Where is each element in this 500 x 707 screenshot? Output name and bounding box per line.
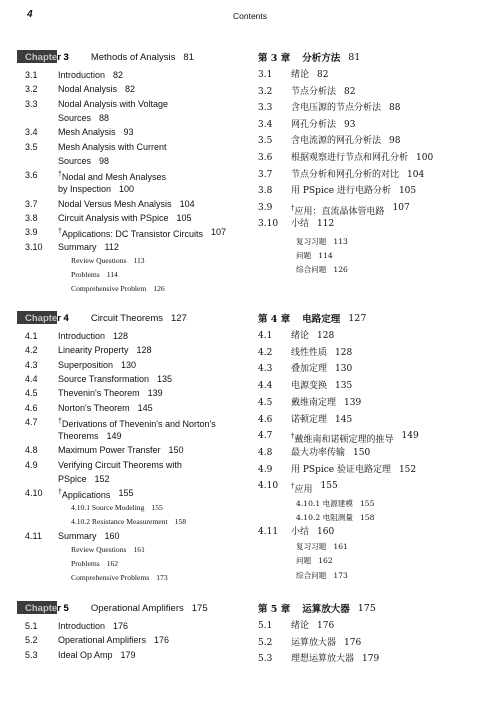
section-number: 5.2 xyxy=(258,637,273,648)
toc-entry xyxy=(25,169,166,183)
section-title: Mesh Analysis xyxy=(58,127,116,138)
section-page: 100 xyxy=(119,184,135,195)
sub-entry xyxy=(71,517,186,526)
section-title: Theorems xyxy=(58,431,99,442)
toc-entry xyxy=(258,185,416,197)
section-page: 105 xyxy=(398,186,417,197)
section-number: 4.9 xyxy=(258,464,273,475)
section-title: Operational Amplifiers xyxy=(58,635,147,646)
section-page: 145 xyxy=(335,414,353,425)
chapter-heading xyxy=(258,50,360,64)
chapter-label: Chapter 4 xyxy=(25,312,69,324)
sub-entry xyxy=(71,284,165,293)
sub-entry xyxy=(71,559,118,568)
section-title: 电源变换 xyxy=(291,381,328,392)
section-page: 130 xyxy=(335,364,353,375)
dagger-mark: † xyxy=(291,482,295,491)
sub-title: 复习习题 xyxy=(296,542,327,551)
section-title: 绪论 xyxy=(291,621,310,631)
section-number: 5.3 xyxy=(25,649,38,660)
toc-entry xyxy=(25,373,172,385)
section-number: 4.2 xyxy=(25,345,38,356)
sub-title: 问题 xyxy=(296,251,312,261)
section-title: PSpice xyxy=(58,474,87,484)
section-number: 4.1 xyxy=(258,331,273,341)
section-page: 135 xyxy=(157,373,173,384)
section-number: 5.1 xyxy=(25,621,38,631)
chapter-label: 第 5 章 xyxy=(258,604,291,615)
section-title: Nodal Versus Mesh Analysis xyxy=(58,198,172,209)
section-page: 128 xyxy=(136,345,152,356)
section-title: 绪论 xyxy=(291,331,310,341)
section-number: 3.6 xyxy=(258,153,273,163)
section-title: 用 PSpice 进行电路分析 xyxy=(291,186,391,197)
section-number: 4.9 xyxy=(25,459,38,470)
section-number: 3.4 xyxy=(25,127,38,138)
section-number: 5.3 xyxy=(258,654,273,665)
section-page: 88 xyxy=(99,112,110,123)
section-title: 小结 xyxy=(291,219,310,230)
section-number xyxy=(25,155,58,167)
toc-entry xyxy=(258,414,352,426)
sub-entry xyxy=(71,545,145,554)
sub-title: Problems xyxy=(71,269,100,279)
toc-entry xyxy=(258,169,424,181)
toc-entry xyxy=(25,430,122,442)
toc-entry xyxy=(25,69,123,81)
section-title: †Applications xyxy=(58,489,111,501)
chapter-page: 127 xyxy=(170,312,187,324)
sub-title: Review Questions xyxy=(71,544,127,554)
section-page: 82 xyxy=(113,70,124,80)
section-title: 最大功率传输 xyxy=(291,447,346,458)
section-title: †Nodal and Mesh Analyses xyxy=(58,171,166,183)
section-title: 节点分析法 xyxy=(291,86,337,97)
toc-entry xyxy=(25,416,216,430)
section-title: Maximum Power Transfer xyxy=(58,445,161,456)
toc-entry xyxy=(258,86,355,98)
toc-entry xyxy=(258,202,410,218)
toc-entry xyxy=(25,330,128,342)
toc-entry xyxy=(25,212,192,224)
section-title: by Inspection xyxy=(58,184,112,195)
toc-entry xyxy=(258,653,379,665)
sub-title: Problems xyxy=(71,558,100,568)
chapter-title: 运算放大器 xyxy=(302,604,350,615)
section-title: 线性性质 xyxy=(291,347,328,358)
section-number: 3.10 xyxy=(258,219,279,230)
section-number: 3.4 xyxy=(258,119,273,130)
section-title: †Derivations of Thevenin's and Norton's xyxy=(58,417,216,429)
toc-entry xyxy=(258,447,370,459)
section-title: Introduction xyxy=(58,621,106,631)
sub-entry xyxy=(296,541,348,552)
section-number xyxy=(25,112,58,124)
toc-entry xyxy=(25,126,134,138)
sub-page: 158 xyxy=(174,516,186,526)
sub-title: 综合问题 xyxy=(296,265,327,275)
section-number: 3.3 xyxy=(25,98,38,109)
toc-entry xyxy=(25,112,109,124)
section-number: 3.1 xyxy=(258,70,273,80)
sub-page: 113 xyxy=(333,237,348,246)
sub-page: 114 xyxy=(106,269,118,279)
toc-entry xyxy=(25,530,120,542)
toc-entry xyxy=(25,402,153,414)
sub-entry xyxy=(296,555,333,566)
section-title: Summary xyxy=(58,241,97,252)
section-title: †应用 xyxy=(291,482,313,496)
section-title: Summary xyxy=(58,530,97,541)
toc-entry xyxy=(25,226,226,240)
running-header: Contents xyxy=(232,11,268,21)
section-title: Norton's Theorem xyxy=(58,402,130,413)
section-page: 179 xyxy=(120,649,136,660)
section-title: †Applications: DC Transistor Circuits xyxy=(58,228,203,240)
sub-page: 162 xyxy=(106,558,119,568)
section-number: 3.10 xyxy=(25,241,43,252)
section-title: †应用：直流晶体管电路 xyxy=(291,203,385,217)
sub-title: Comprehensive Problems xyxy=(71,572,150,582)
section-number: 3.6 xyxy=(25,170,38,181)
section-number xyxy=(25,183,58,195)
sub-title: 4.10.2 Resistance Measurement xyxy=(71,516,168,526)
toc-entry xyxy=(25,241,119,253)
section-page: 128 xyxy=(335,347,353,358)
toc-entry xyxy=(25,98,168,110)
chapter-title: 电路定理 xyxy=(302,314,341,325)
section-number: 3.8 xyxy=(25,213,38,223)
toc-entry xyxy=(25,359,136,371)
section-title: 叠加定理 xyxy=(291,364,328,375)
toc-entry xyxy=(25,444,184,456)
toc-entry xyxy=(258,397,361,409)
sub-title: 综合问题 xyxy=(296,570,327,580)
section-page: 139 xyxy=(344,397,362,408)
section-number: 3.2 xyxy=(25,84,38,95)
section-title: 绪论 xyxy=(291,70,310,80)
section-page: 135 xyxy=(335,381,353,392)
section-number: 4.11 xyxy=(25,530,42,541)
section-page: 82 xyxy=(344,86,356,97)
toc-entry xyxy=(258,637,361,649)
section-title: 运算放大器 xyxy=(291,637,337,648)
section-number: 4.3 xyxy=(25,359,38,370)
section-title: Linearity Property xyxy=(58,345,129,356)
section-title: Sources xyxy=(58,155,92,166)
section-number: 4.8 xyxy=(258,447,273,458)
toc-entry xyxy=(258,135,400,147)
section-number: 5.2 xyxy=(25,635,38,646)
toc-entry xyxy=(258,380,352,392)
section-page: 160 xyxy=(317,526,335,537)
section-title: 戴维南定理 xyxy=(291,397,337,408)
toc-entry xyxy=(25,634,169,646)
sub-title: 问题 xyxy=(296,556,312,566)
sub-entry xyxy=(71,503,163,512)
chapter-title: Circuit Theorems xyxy=(90,312,163,324)
chapter-heading xyxy=(258,601,376,615)
toc-entry xyxy=(25,649,136,661)
toc-entry xyxy=(258,480,338,496)
toc-entry xyxy=(258,620,334,632)
toc-entry xyxy=(25,473,110,485)
sub-entry xyxy=(71,270,118,279)
chapter-label: 第 4 章 xyxy=(258,314,291,325)
section-page: 100 xyxy=(416,153,434,163)
dagger-mark: † xyxy=(291,432,295,441)
sub-entry xyxy=(296,250,333,261)
chapter-page: 127 xyxy=(348,312,367,324)
section-page: 93 xyxy=(123,127,134,138)
section-number: 3.7 xyxy=(25,198,38,209)
section-title: 含电流源的网孔分析法 xyxy=(291,136,382,147)
section-page: 98 xyxy=(389,136,401,147)
sub-entry xyxy=(296,236,348,247)
section-number: 4.1 xyxy=(25,331,38,341)
section-page: 176 xyxy=(344,637,362,648)
toc-entry xyxy=(25,387,163,399)
sub-entry xyxy=(296,570,348,581)
section-number: 4.6 xyxy=(25,402,38,413)
toc-entry xyxy=(258,464,416,476)
section-title: Verifying Circuit Theorems with xyxy=(58,459,182,470)
section-number: 4.7 xyxy=(258,431,273,442)
section-title: Ideal Op Amp xyxy=(58,649,113,660)
toc-entry xyxy=(258,430,419,446)
section-number: 3.9 xyxy=(25,227,38,238)
sub-page: 162 xyxy=(318,556,333,566)
section-title: Introduction xyxy=(58,331,106,341)
sub-page: 126 xyxy=(333,265,348,275)
section-title: Sources xyxy=(58,112,92,123)
section-page: 145 xyxy=(137,402,153,413)
page-number: 4 xyxy=(27,9,33,20)
section-page: 149 xyxy=(401,431,419,442)
section-title: †戴维南和诺顿定理的推导 xyxy=(291,432,394,446)
toc-entry xyxy=(25,620,128,632)
section-page: 82 xyxy=(317,70,329,80)
toc-entry xyxy=(258,119,355,131)
sub-title: 4.10.1 Source Modeling xyxy=(71,502,145,512)
section-title: 根据观察进行节点和网孔分析 xyxy=(291,153,409,163)
section-number: 4.4 xyxy=(258,381,273,392)
section-number: 3.2 xyxy=(258,86,273,97)
toc-entry xyxy=(25,83,135,95)
section-title: 诺顿定理 xyxy=(291,414,328,425)
section-page: 88 xyxy=(389,103,401,114)
section-page: 149 xyxy=(106,431,122,442)
toc-entry xyxy=(258,152,433,164)
section-number: 4.5 xyxy=(258,397,273,408)
section-page: 176 xyxy=(113,621,129,631)
section-number: 4.4 xyxy=(25,373,38,384)
section-page: 155 xyxy=(118,488,134,499)
section-page: 176 xyxy=(317,621,335,631)
chapter-heading xyxy=(25,50,194,64)
section-number: 3.8 xyxy=(258,186,273,197)
chapter-heading xyxy=(25,311,187,325)
section-title: 用 PSpice 验证电路定理 xyxy=(291,464,391,475)
sub-entry xyxy=(71,256,145,265)
section-number: 4.10 xyxy=(258,481,279,492)
section-page: 93 xyxy=(344,119,356,130)
toc-entry xyxy=(25,155,109,167)
section-page: 104 xyxy=(407,169,425,180)
section-number: 4.11 xyxy=(258,526,279,537)
toc-entry xyxy=(258,102,400,114)
section-number: 4.6 xyxy=(258,414,273,425)
sub-page: 155 xyxy=(151,502,163,512)
section-title: 节点分析和网孔分析的对比 xyxy=(291,169,400,180)
section-number: 4.2 xyxy=(258,347,273,358)
section-page: 105 xyxy=(176,213,192,223)
section-page: 139 xyxy=(147,388,163,399)
sub-page: 173 xyxy=(156,572,168,582)
sub-page: 161 xyxy=(133,544,145,554)
section-number: 3.5 xyxy=(258,136,273,147)
section-title: Mesh Analysis with Current xyxy=(58,141,167,152)
section-page: 128 xyxy=(113,331,129,341)
chapter-heading xyxy=(25,601,208,615)
sub-page: 126 xyxy=(153,283,165,293)
section-page: 107 xyxy=(392,202,410,213)
toc-entry xyxy=(25,344,152,356)
sub-title: 4.10.1 电源建模 xyxy=(296,499,353,508)
section-number: 3.1 xyxy=(25,70,38,80)
section-number: 3.7 xyxy=(258,169,273,180)
section-title: 理想运算放大器 xyxy=(291,654,355,665)
toc-entry xyxy=(25,198,195,210)
chapter-heading xyxy=(258,311,366,325)
section-page: 130 xyxy=(121,359,137,370)
section-title: Thevenin's Theorem xyxy=(58,388,140,399)
sub-title: 复习习题 xyxy=(296,237,327,246)
section-page: 152 xyxy=(94,474,110,484)
dagger-mark: † xyxy=(58,489,62,497)
sub-page: 113 xyxy=(133,255,145,265)
chapter-title: 分析方法 xyxy=(302,53,341,64)
section-page: 112 xyxy=(317,219,335,230)
sub-page: 161 xyxy=(333,542,348,551)
section-number: 4.7 xyxy=(25,416,38,427)
section-number xyxy=(25,473,58,485)
section-number: 4.5 xyxy=(25,388,38,399)
section-number: 4.10 xyxy=(25,488,43,499)
toc-entry xyxy=(258,347,352,359)
dagger-mark: † xyxy=(58,171,62,179)
section-page: 107 xyxy=(210,227,226,238)
chapter-page: 175 xyxy=(191,602,208,614)
section-page: 152 xyxy=(398,464,417,475)
dagger-mark: † xyxy=(58,228,62,236)
chapter-title: Methods of Analysis xyxy=(90,51,176,63)
toc-entry xyxy=(25,183,134,195)
section-title: Superposition xyxy=(58,359,114,370)
dagger-mark: † xyxy=(58,417,62,425)
section-title: 含电压源的节点分析法 xyxy=(291,103,382,114)
section-title: Nodal Analysis with Voltage xyxy=(58,98,169,109)
section-number: 5.1 xyxy=(258,621,273,631)
section-page: 160 xyxy=(104,530,120,541)
dagger-mark: † xyxy=(291,203,295,212)
section-title: Circuit Analysis with PSpice xyxy=(58,213,169,223)
section-page: 150 xyxy=(353,447,371,458)
section-title: Source Transformation xyxy=(58,373,150,384)
section-page: 112 xyxy=(104,241,119,252)
section-number: 4.8 xyxy=(25,445,38,456)
toc-entry xyxy=(258,330,334,342)
toc-entry xyxy=(258,363,352,375)
section-page: 98 xyxy=(99,155,110,166)
section-number xyxy=(25,430,58,442)
sub-entry xyxy=(296,498,374,509)
toc-entry xyxy=(258,526,334,538)
sub-page: 155 xyxy=(359,499,375,508)
section-page: 82 xyxy=(125,84,136,95)
sub-title: Comprehensive Problem xyxy=(71,283,147,293)
toc-entry xyxy=(25,487,133,501)
section-page: 155 xyxy=(320,481,338,492)
section-page: 179 xyxy=(362,654,380,665)
section-number: 3.3 xyxy=(258,103,273,114)
sub-page: 173 xyxy=(333,570,348,580)
toc-entry xyxy=(25,141,167,153)
section-number: 3.9 xyxy=(258,202,273,213)
chapter-label: Chapter 3 xyxy=(25,51,69,63)
chapter-page: 81 xyxy=(183,51,194,63)
sub-page: 158 xyxy=(359,513,375,523)
sub-entry xyxy=(296,512,374,523)
section-title: Nodal Analysis xyxy=(58,84,118,95)
sub-title: Review Questions xyxy=(71,255,127,265)
chapter-page: 175 xyxy=(357,602,376,614)
chapter-title: Operational Amplifiers xyxy=(90,602,184,614)
section-page: 150 xyxy=(168,445,184,456)
sub-page: 114 xyxy=(318,251,333,261)
chapter-label: Chapter 5 xyxy=(25,602,69,614)
section-page: 104 xyxy=(179,198,195,209)
chapter-page: 81 xyxy=(348,51,361,63)
sub-title: 4.10.2 电阻测量 xyxy=(296,513,353,523)
section-page: 128 xyxy=(317,331,335,341)
toc-entry xyxy=(258,69,328,81)
section-number: 3.5 xyxy=(25,141,38,152)
section-title: 小结 xyxy=(291,526,310,537)
toc-entry xyxy=(25,459,182,471)
section-number: 4.3 xyxy=(258,364,273,375)
toc-entry xyxy=(258,218,334,230)
section-title: Introduction xyxy=(58,70,106,80)
sub-entry xyxy=(296,264,348,275)
sub-entry xyxy=(71,573,168,582)
section-page: 176 xyxy=(154,635,170,646)
section-title: 网孔分析法 xyxy=(291,119,337,130)
chapter-label: 第 3 章 xyxy=(258,53,291,64)
